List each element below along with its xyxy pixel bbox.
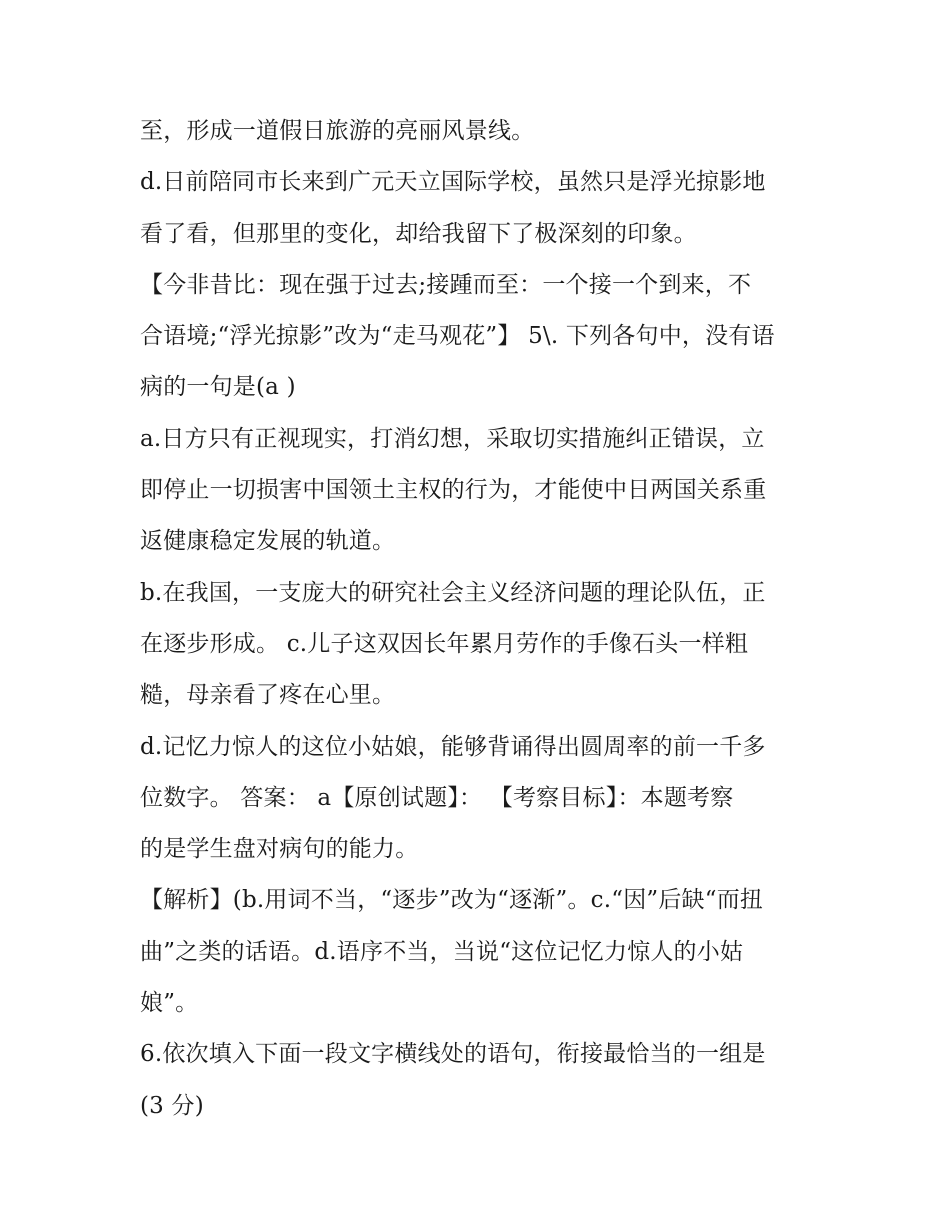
text-line: 合语境;“浮光掠影”改为“走马观花”】 5\. 下列各句中，没有语 <box>140 323 775 350</box>
text-line: 返健康稳定发展的轨道。 <box>140 528 396 555</box>
text-line: 至，形成一道假日旅游的亮丽风景线。 <box>140 118 535 144</box>
text-line: 【今非昔比：现在强于过去;接踵而至：一个接一个到来，不 <box>140 271 752 298</box>
text-line: 糙，母亲看了疼在心里。 <box>140 682 396 709</box>
text-line: a.日方只有正视现实，打消幻想，采取切实措施纠正错误，立 <box>140 425 765 452</box>
document-text-block <box>140 106 820 1132</box>
text-line: 6.依次填入下面一段文字横线处的语句，衔接最恰当的一组是 <box>140 1041 766 1068</box>
text-line: 位数字。 答案： a【原创试题】： 【考察目标】：本题考察 <box>140 784 734 811</box>
text-line: 【解析】(b.用词不当，“逐步”改为“逐渐”。c.“因”后缺“而扭 <box>140 887 764 914</box>
text-line: 看了看，但那里的变化，却给我留下了极深刻的印象。 <box>140 220 697 247</box>
text-line: b.在我国，一支庞大的研究社会主义经济问题的理论队伍，正 <box>140 579 766 606</box>
text-line: 娘”。 <box>140 990 199 1017</box>
text-line: 即停止一切损害中国领土主权的行为，才能使中日两国关系重 <box>140 477 767 504</box>
text-line: 病的一句是(a ) <box>140 374 296 401</box>
text-line: 曲”之类的话语。d.语序不当，当说“这位记忆力惊人的小姑 <box>140 938 744 965</box>
text-line: 在逐步形成。 c.儿子这双因长年累月劳作的手像石头一样粗 <box>140 630 749 657</box>
text-line: d.日前陪同市长来到广元天立国际学校，虽然只是浮光掠影地 <box>140 169 766 196</box>
text-line: (3 分) <box>140 1092 204 1119</box>
text-line: 的是学生盘对病句的能力。 <box>140 836 419 863</box>
text-line: d.记忆力惊人的这位小姑娘，能够背诵得出圆周率的前一千多 <box>140 733 766 760</box>
